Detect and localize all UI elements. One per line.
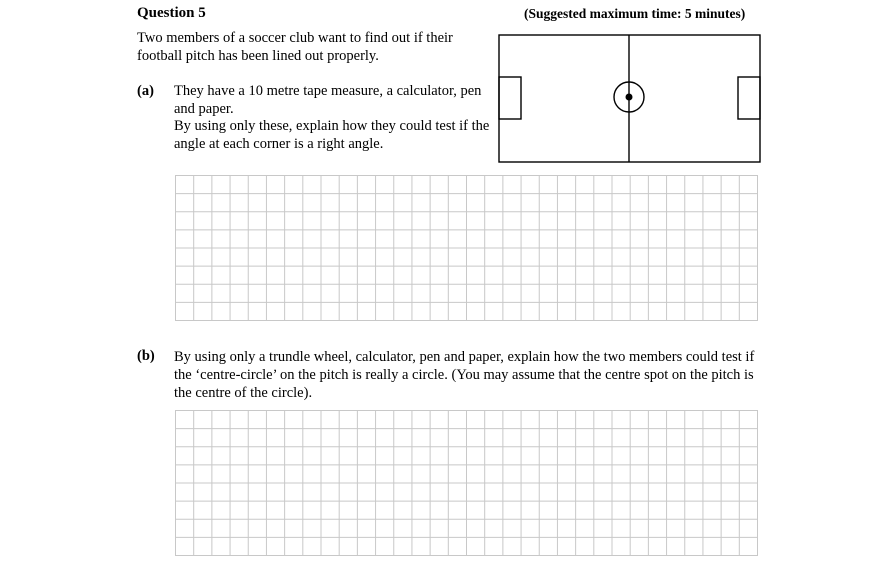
answer-grid-b[interactable] [175, 410, 758, 556]
left-goal-area [499, 77, 521, 119]
part-a-line2: By using only these, explain how they could test if the angle at each corner is a right angle. [174, 118, 490, 152]
part-a-text [174, 83, 494, 153]
part-b-label: (b) [137, 348, 155, 364]
question-title: Question 5 [137, 5, 206, 21]
part-a-line1: They have a 10 metre tape measure, a calculator, pen and paper. [174, 83, 482, 117]
football-pitch-icon [498, 34, 762, 164]
part-a-label: (a) [137, 83, 154, 99]
answer-grid-a[interactable] [175, 175, 758, 321]
centre-spot [626, 94, 633, 101]
part-b-text: By using only a trundle wheel, calculator, pen and paper, explain how the two members could test if the ‘centre-circle’ on the pitch is really a circle. (You may assume that the centre spot on the pitch is the centre of the circle). [174, 349, 755, 401]
right-goal-area [738, 77, 760, 119]
suggested-time: (Suggested maximum time: 5 minutes) [524, 6, 746, 21]
question-intro: Two members of a soccer club want to find out if their football pitch has been lined out properly. [137, 30, 453, 64]
